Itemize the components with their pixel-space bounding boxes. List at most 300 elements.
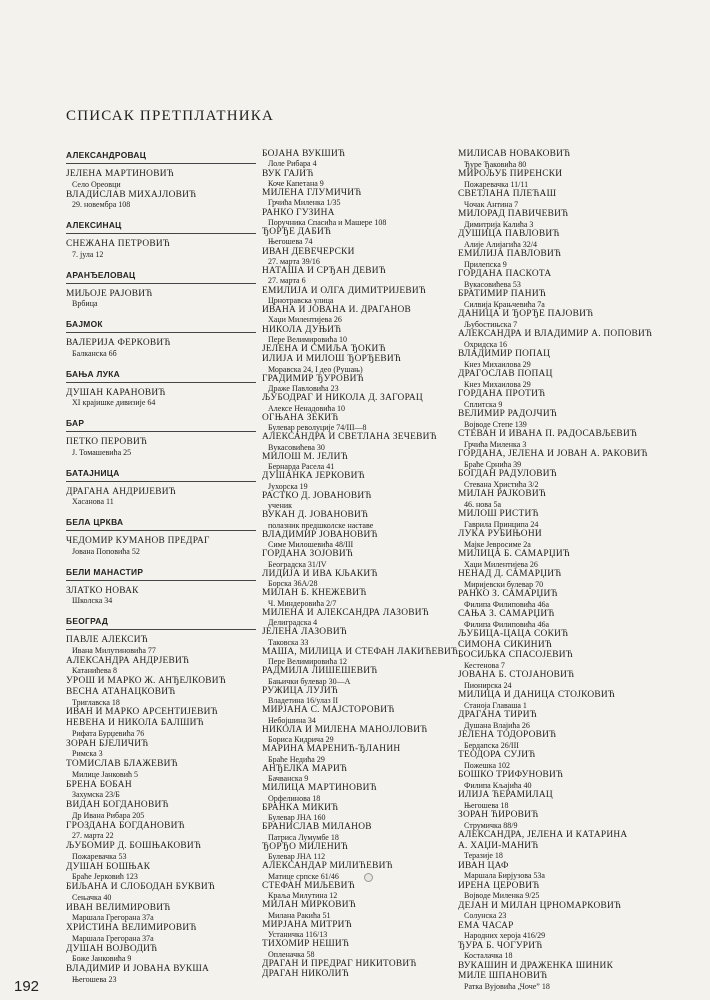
subscriber-address: Таковска 33 [268,637,309,647]
subscriber-name: ЈЕЛЕНА МАРТИНОВИЋ [66,169,174,179]
subscriber-entry [458,210,688,229]
subscriber-entry [262,667,467,686]
subscriber-address: Бањички булевар 30—А [268,676,351,686]
subscriber-name: АЛЕКСАНДАР МИЛИЋЕВИЋ [262,861,393,872]
subscriber-name: РАДМИЛА ЛИШЕШЕВИЋ [262,666,378,677]
subscriber-address: 27. марта 39/16 [268,256,320,266]
subscriber-address: Станоја Главаша 1 [464,700,527,710]
subscriber-address: Филипа Кљајића 40 [464,780,532,790]
subscriber-address: Орфелинова 18 [268,793,321,803]
subscriber-name: МИЛЕНА И АЛЕКСАНДРА ЛАЗОВИЋ [262,607,429,618]
subscriber-column-3 [458,150,688,992]
subscriber-column-1 [66,150,271,986]
subscriber-address: Моравска 24, I део (Рушањ) [268,364,363,374]
subscriber-name: МИРЈАНА МИТРИЋ [262,919,352,930]
subscriber-name: ЈЕЛЕНА И СМИЉА ЂОКИЋ [262,344,386,354]
subscriber-entry [458,350,688,369]
subscriber-name: АЛЕКСАНДРА, ЈЕЛЕНА И КАТАРИНА [458,830,628,840]
subscriber-entry [66,740,271,760]
subscriber-name: САЊА З. САМАРЏИЋ [458,609,555,619]
subscriber-address: Врбица [72,299,98,309]
subscriber-address: Браће Недића 29 [268,754,325,764]
subscriber-address: Поручника Спасића и Машере 108 [268,217,387,227]
subscriber-entry [262,433,467,452]
subscriber-name: ВАЛЕРИЈА ФЕРКОВИЋ [66,338,171,348]
subscriber-entry [458,842,688,861]
subscriber-name: АЛЕКСАНДРА И ВЛАДИМИР А. ПОПОВИЋ [458,329,653,339]
subscriber-entry [458,290,688,309]
subscriber-name: МИЛИСАВ НОВАКОВИЋ [458,149,571,159]
subscriber-entry [262,550,467,569]
subscriber-name: ИВАН ЦАФ [458,860,509,871]
subscriber-address: 27. марта 6 [268,276,306,286]
subscriber-entry [458,570,688,589]
subscriber-entry [458,641,688,651]
subscriber-name: ВИДАН БОГДАНОВИЋ [66,800,169,810]
subscriber-name: МИЛОШ М. ЈЕЛИЋ [262,451,348,462]
subscriber-name: БРАНКА МИКИЋ [262,802,339,813]
subscriber-name: ЂОРЂО МИЛЕНИЋ [262,841,349,852]
subscriber-entry [262,843,467,862]
city-heading: БАЈМОК [66,319,256,333]
subscriber-address: Чочак Антина 7 [464,199,519,209]
subscriber-name: ЗОРАН БЈЕЛИЧИЋ [66,738,149,749]
subscriber-address: Сплитска 9 [464,399,503,409]
subscriber-address: Школска 34 [72,596,113,606]
subscriber-entry [262,921,467,940]
subscriber-address: Народних хероја 416/29 [464,931,546,940]
subscriber-entry [262,960,467,969]
subscriber-address: 46. нова 5а [464,499,502,509]
subscriber-entry [262,970,467,979]
subscriber-entry [458,310,688,329]
subscriber-name: УРОШ И МАРКО Ж. АНЂЕЛКОВИЋ [66,676,227,686]
subscriber-entry [458,771,688,790]
subscriber-name: БРАНИСЛАВ МИЛАНОВ [262,822,372,833]
subscriber-address: Устаничка 116/13 [268,930,328,939]
subscriber-entry [66,924,271,944]
subscriber-name: БРЕНА БОБАН [66,779,132,790]
subscriber-address: Алије Алијагића 32/4 [464,239,537,249]
subscriber-entry [458,170,688,189]
subscriber-entry [262,150,467,169]
subscriber-entry [262,648,467,667]
subscriber-name: ДУШАНКА ЈЕРКОВИЋ [262,471,365,482]
city-heading: БАЊА ЛУКА [66,369,256,383]
subscriber-name: ЕМИЛИЈА ПАВЛОВИЋ [458,249,562,259]
subscriber-address: Хаџи Милентијева 26 [268,315,342,325]
subscriber-entry [458,410,688,429]
subscriber-entry [262,453,467,472]
subscriber-entry [262,209,467,228]
subscriber-address: Бердапска 26/III [464,740,519,750]
subscriber-entry [262,823,467,842]
subscriber-entry [66,636,271,656]
subscriber-entry [458,882,688,901]
subscriber-name: БОСИЉКА СПАСОЈЕВИЋ [458,650,573,660]
subscriber-name: ГОРДАНА ЗОЈОВИЋ [262,549,354,560]
subscriber-address: Небојшина 34 [268,715,316,725]
subscriber-entry [262,706,467,725]
subscriber-entry [262,345,467,354]
subscriber-name: ЂУРА Б. ЧОГУРИЋ [458,940,543,951]
subscriber-name: БОШКО ТРИФУНОВИЋ [458,770,564,780]
subscriber-entry [66,760,271,780]
subscriber-address: Коче Капетана 9 [268,178,324,188]
subscriber-entry [458,250,688,269]
subscriber-address: Симе Милошевића 48/III [268,540,354,549]
subscriber-name: ВЛАДИСЛАВ МИХАЈЛОВИЋ [66,189,197,200]
subscriber-name: МИЛОШ РИСТИЋ [458,509,539,519]
subscriber-name: ГОРДАНА, ЈЕЛЕНА И ЈОВАН А. РАКОВИЋ [458,449,648,459]
subscriber-name: ВЕСНА АТАНАЦКОВИЋ [66,686,176,697]
subscriber-name: РУЖИЦА ЛУЈИЋ [262,685,339,696]
subscriber-address: Римска 3 [72,749,103,759]
subscriber-address: Прилепска 9 [464,259,507,269]
subscriber-name: ЂОРЂЕ ДАБИЋ [262,227,332,237]
subscriber-name: ЕМА ЧАСАР [458,920,514,931]
subscriber-address: Пожаревачка 53 [72,851,127,861]
subscriber-entry [66,587,271,607]
subscriber-name: МИЛЕ ШПАНОВИЋ [458,971,548,981]
subscriber-name: НИКОЛА И МИЛЕНА МАНОЈЛОВИЋ [262,724,428,735]
subscriber-name: ОГЊАНА ЗЕКИЋ [262,412,339,423]
subscriber-address: Охридска 16 [464,339,507,349]
subscriber-address: Косталачка 18 [464,951,513,960]
subscriber-name: ЉУБОМИР Д. БОШЊАКОВИЋ [66,841,202,851]
subscriber-address: Ивана Милутиновића 77 [72,645,156,655]
subscriber-address: ученик [268,501,293,510]
subscriber-name: ПАВЛЕ АЛЕКСИЋ [66,635,148,645]
subscriber-name: ДУШАН БОШЊАК [66,861,151,872]
subscriber-entry [262,765,467,784]
subscriber-entry [458,370,688,389]
subscriber-address: Ђуре Ђаковића 80 [464,159,527,169]
subscriber-name: БИЉАНА И СЛОБОДАН БУКВИЋ [66,882,216,892]
subscriber-name: ДУШИЦА ПАВЛОВИЋ [458,229,560,239]
subscriber-entry [66,170,271,190]
subscriber-address: Драже Павловића 23 [268,384,339,393]
subscriber-name: ДУШАН КАРАНОВИЋ [66,387,166,398]
subscriber-entry [458,651,688,670]
subscriber-address: Др Ивана Рибара 205 [72,810,145,820]
subscriber-name: ВЛАДИМИР И ЈОВАНА ВУКША [66,964,210,974]
subscriber-name: ВЕЛИМИР РАДОЈЧИЋ [458,409,558,419]
subscriber-name: МИЛАН РАЈКОВИЋ [458,489,547,499]
subscriber-entry [458,972,688,991]
subscriber-entry [458,831,688,841]
subscriber-name: ЗОРАН ЋИРОВИЋ [458,810,539,820]
subscriber-address: Милана Ракића 51 [268,910,331,920]
subscriber-name: НЕНАД Д. САМАРЏИЋ [458,569,562,579]
subscriber-entry [458,470,688,489]
subscriber-entry [458,691,688,710]
subscriber-address: Кестенова 7 [464,660,505,670]
subscriber-entry [262,394,467,413]
subscriber-address: Хасанова 11 [72,497,114,507]
subscriber-entry [262,306,467,325]
subscriber-name: СНЕЖАНА ПЕТРОВИЋ [66,239,171,249]
subscriber-entry [262,570,467,589]
subscriber-address: Вукасовићева 30 [268,442,325,452]
subscriber-address: Балканска 6б [72,348,117,358]
subscriber-address: Ч. Миндеровића 2/7 [268,598,337,608]
subscriber-address: Булевар револуције 74/III—8 [268,423,367,432]
subscriber-entry [458,430,688,449]
subscriber-entry [458,862,688,881]
subscriber-entry [66,863,271,883]
subscriber-name: МАРИНА МАРЕНИЋ-ЂЛАНИН [262,744,401,755]
subscriber-address: Краља Милутина 12 [268,891,338,900]
subscriber-address: Мириjевски булевар 70 [464,579,544,589]
page-number: 192 [14,978,40,995]
subscriber-entry [458,550,688,569]
subscriber-entry [66,883,271,903]
city-heading: АРАНЂЕЛОВАЦ [66,270,256,284]
subscriber-entry [458,811,688,830]
subscriber-address: Стевана Христића 3/2 [464,479,539,489]
subscriber-entry [262,609,467,628]
subscriber-entry [66,488,271,508]
subscriber-entry [66,240,271,260]
subscriber-entry [458,942,688,961]
subscriber-entry [66,677,271,687]
subscriber-name: РАНКО З. САМАРЏИЋ [458,589,558,599]
subscriber-name: НЕВЕНА И НИКОЛА БАЛШИЋ [66,718,204,728]
subscriber-name: ГРОЗДАНА БОГДАНОВИЋ [66,820,185,831]
subscriber-address: Београдска 31/IV [268,559,327,569]
subscriber-entry [262,940,467,959]
subscriber-address: Опленачка 58 [268,949,315,959]
subscriber-name: ХРИСТИНА ВЕЛИМИРОВИЋ [66,923,197,933]
subscriber-entry [262,267,467,286]
subscriber-name: ТОМИСЛАВ БЛАЖЕВИЋ [66,759,178,769]
city-heading: БАТАЈНИЦА [66,468,256,482]
subscriber-address: Грчића Миленка 1/35 [268,198,341,208]
subscriber-entry [458,450,688,469]
subscriber-address: Триглавска 18 [72,697,120,707]
subscriber-address: Вукасовићева 53 [464,279,521,289]
subscriber-name: АЛЕКСАНДРА АНДРЈЕВИЋ [66,655,190,666]
subscriber-name: ЛУКА РУБИЊОНИ [458,529,542,539]
subscriber-address: Јована Поповића 52 [72,546,140,556]
subscriber-entry [262,355,467,374]
subscriber-entry [66,537,271,557]
subscriber-entry [458,530,688,549]
subscriber-address: 29. новембра 108 [72,200,131,210]
subscriber-entry [262,589,467,608]
subscriber-address: Кнез Михаилова 29 [464,359,531,369]
subscriber-name: ПЕТКО ПЕРОВИЋ [66,437,148,447]
subscriber-entry [458,330,688,349]
subscriber-address: Бернарда Расела 41 [268,462,335,471]
subscriber-name: АНЂЕЛКА МАРИЋ [262,763,348,774]
subscriber-entry [262,531,467,550]
subscriber-entry [458,902,688,921]
subscriber-address: Бориса Кидрича 29 [268,735,334,744]
subscriber-address: Пожешка 102 [464,760,511,770]
city-heading: БЕОГРАД [66,616,256,630]
subscriber-entry [458,270,688,289]
subscriber-address: Пожаревачка 11/11 [464,179,529,189]
subscriber-name: ИРЕНА ЦЕРОВИЋ [458,880,540,891]
subscriber-entry [262,882,467,901]
subscriber-entry [262,248,467,267]
subscriber-entry [458,590,688,609]
subscriber-name: СТЕВАН И ИВАНА П. РАДОСАВЉЕВИЋ [458,429,638,439]
subscriber-name: СВЕТЛАНА ПЛЕЋАШ [458,189,557,199]
subscriber-address: Катанићева 8 [72,666,118,676]
subscriber-address: Пере Велимировића 12 [268,657,347,666]
subscriber-address: Боже Јанковића 9 [72,954,132,964]
subscriber-address: Војводе Степе 139 [464,419,527,429]
subscriber-name: МИЛАН Б. КНЕЖЕВИЋ [262,588,367,599]
subscriber-entry [458,610,688,629]
subscriber-entry [66,822,271,842]
subscriber-address: 7. јула 12 [72,249,104,259]
subscriber-entry [458,711,688,730]
subscriber-entry [262,511,467,530]
subscriber-entry [66,781,271,801]
subscriber-address: Силвија Крањчевића 7а [464,299,545,309]
subscriber-entry [262,628,467,647]
subscriber-entry [66,842,271,862]
subscriber-address: Булевар ЈНА 112 [268,852,326,861]
subscriber-name: БОЈАНА ВУКШИЋ [262,149,346,159]
subscriber-address: Захумска 23/Б [72,790,120,800]
subscriber-name: ГРАДИМИР ЂУРОВИЋ [262,373,364,384]
subscriber-name: ВУКАН Д. ЈОВАНОВИЋ [262,510,369,521]
subscriber-name: ИВАН И МАРКО АРСЕНТИЈЕВИЋ [66,707,218,718]
subscriber-name: ЧЕДОМИР КУМАНОВ ПРЕДРАГ [66,536,210,546]
subscriber-entry [458,751,688,770]
subscriber-entry [66,904,271,924]
subscriber-address: Црнотравска улица [268,295,334,305]
subscriber-entry [262,472,467,491]
subscriber-entry [262,784,467,803]
subscriber-address: Његошева 23 [72,974,117,984]
subscriber-name: ДРАГОСЛАВ ПОПАЦ [458,369,553,379]
subscriber-address: Димитрија Калића 3 [464,219,534,229]
subscriber-name: БОГДАН РАДУЛОВИЋ [458,469,557,479]
subscriber-name: РАНКО ГУЗИНА [262,207,335,218]
subscriber-entry [458,791,688,810]
subscriber-address: Маршала Грегорана 37а [72,933,154,943]
subscriber-address: Маршала Грегорана 37а [72,913,154,923]
subscriber-name: ДАНИЦА И ЂОРЂЕ ПАЈОВИЋ [458,309,594,319]
subscriber-entry [262,287,467,306]
subscriber-address: Сењачка 40 [72,892,112,902]
subscriber-entry [262,901,467,920]
subscriber-entry [66,389,271,409]
subscriber-address: Алексе Ненадовића 10 [268,403,346,413]
subscriber-entry [66,438,271,458]
subscriber-name: МИЛОРАД ПАВИЧЕВИЋ [458,209,569,219]
subscriber-entry [458,230,688,249]
subscriber-address: Његошева 74 [268,237,313,247]
city-heading: АЛЕКСИНАЦ [66,220,256,234]
subscriber-address: Село Ореовци [72,179,121,189]
subscriber-address: Маршала Бирјузова 53а [464,871,545,880]
subscriber-name: ВЛАДИМИР ЈОВАНОВИЋ [262,529,378,540]
subscriber-name: ЗЛАТКО НОВАК [66,585,139,596]
subscriber-entry [66,339,271,359]
subscriber-address: Милице Јанковић 5 [72,769,138,779]
subscriber-entry [458,962,688,972]
subscriber-name: МИЉОЈЕ РАЈОВИЋ [66,288,153,299]
subscriber-name: ВУК ГАЈИЋ [262,168,314,179]
subscriber-name: ТИХОМИР НЕШИЋ [262,939,350,950]
subscriber-name: МИЛЕНА ГЛУМИЧИЋ [262,188,362,198]
subscriber-entry [262,170,467,189]
subscriber-address: Солунска 23 [464,911,507,920]
subscriber-address: Душана Влајића 26 [464,720,530,730]
subscriber-entry [458,390,688,409]
subscriber-name: МИЛИЦА МАРТИНОВИЋ [262,783,377,794]
subscriber-address: Владетина 16/улаз II [268,696,339,705]
subscriber-name: ТЕОДОРА СУЈИЋ [458,750,536,760]
subscriber-name: НАТАША И СРЂАН ДЕВИЋ [262,266,386,276]
subscriber-entry [458,510,688,529]
subscriber-entry [66,965,271,985]
subscriber-address: Војводе Миленка 9/25 [464,891,540,900]
subscriber-entry [66,657,271,677]
subscriber-name: ВУКАШИН И ДРАЖЕНКА ШИНИК [458,960,614,971]
subscriber-address: Филипа Филиповића 46а [464,599,550,609]
subscriber-address: Ј. Томашевића 25 [72,447,132,457]
subscriber-name: ДРАГАН И ПРЕДРАГ НИКИТОВИЋ [262,958,417,969]
subscriber-address: Патриса Лумумбе 18 [268,832,339,842]
subscriber-name: ЈЕЛЕНА ТОДОРОВИЋ [458,730,557,740]
subscriber-entry [262,745,467,764]
subscriber-entry [66,719,271,739]
subscriber-name: ЈЕЛЕНА ЛАЗОВИЋ [262,627,348,638]
subscriber-address: Делиградска 4 [268,618,318,627]
subscriber-entry [262,228,467,247]
subscriber-address: XI крајишке дивизије 64 [72,398,156,408]
subscriber-address: Гаврила Принципа 24 [464,519,539,529]
subscriber-name: ЉУБИЦА-ЦАЦА СОКИЋ [458,629,569,639]
subscriber-entry [262,687,467,706]
subscriber-name: МИЛИЦА Б. САМАРЏИЋ [458,549,571,559]
city-heading: БАР [66,418,256,432]
subscriber-name: ИЛИЈА И МИЛОШ ЂОРЂЕВИЋ [262,354,402,365]
subscriber-address: Пере Велимировића 10 [268,334,347,344]
subscriber-entry [458,190,688,209]
subscriber-address: полазник предшколске наставе [268,520,374,530]
subscriber-name: БРАТИМИР ПАНИЋ [458,289,547,299]
paper-blot-mark [364,873,373,882]
subscriber-name: МИРОЉУБ ПИРЕНСКИ [458,169,563,179]
subscriber-address: Булевар ЈНА 160 [268,813,326,822]
subscriber-name: ДРАГАНА ТИРИЋ [458,710,537,720]
city-heading: БЕЛИ МАНАСТИР [66,567,256,581]
subscriber-name: ЛИДИЈА И ИВА КЉАКИЋ [262,568,378,579]
subscriber-entry [262,726,467,745]
subscriber-address: Јухорска 19 [268,481,308,491]
subscriber-name: МАША, МИЛИЦА И СТЕФАН ЛАКИЋЕВИЋ [262,646,459,657]
subscriber-entry [458,731,688,750]
subscriber-address: Пионирска 24 [464,680,512,690]
subscriber-address: Љубостињска 7 [464,319,518,329]
subscriber-name: РАСТКО Д. ЈОВАНОВИЋ [262,490,372,501]
subscriber-name: ЉУБОДРАГ И НИКОЛА Д. ЗАГОРАЦ [262,393,423,404]
subscriber-name: ДРАГАНА АНДРИЈЕВИЋ [66,486,176,497]
subscriber-name: НИКОЛА ДУЊИЋ [262,324,342,335]
city-heading: АЛЕКСАНДРОВАЦ [66,150,256,164]
subscriber-name: ГОРДАНА ПАСКОТА [458,269,552,279]
subscriber-name: СТЕФАН МИЉЕВИЋ [262,880,355,891]
